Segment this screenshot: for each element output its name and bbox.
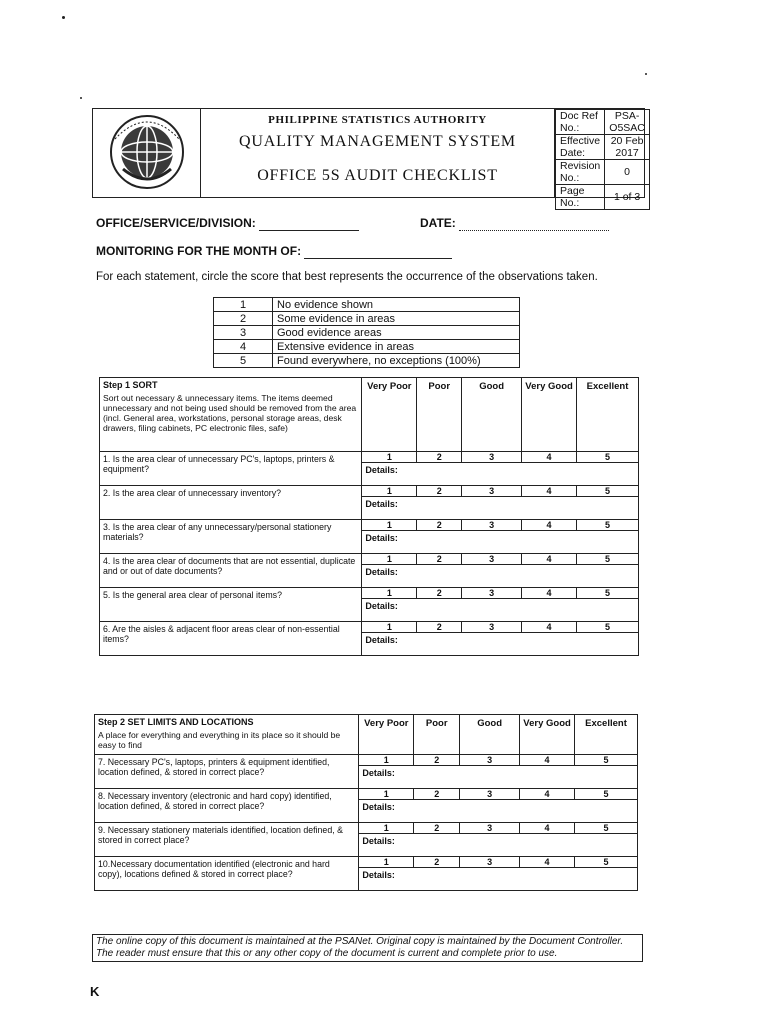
question-row — [95, 857, 638, 868]
legend-row — [214, 326, 520, 340]
score-option[interactable]: 5 — [577, 554, 639, 565]
rating-header: Excellent — [577, 378, 639, 452]
score-option[interactable]: 3 — [460, 823, 520, 834]
score-option[interactable]: 3 — [462, 622, 522, 633]
score-option[interactable]: 1 — [359, 789, 414, 800]
details-field[interactable]: Details: — [359, 868, 638, 891]
meta-value: 20 Feb 2017 — [605, 135, 650, 160]
score-option[interactable]: 1 — [362, 452, 417, 463]
question-row — [95, 823, 638, 834]
office-field — [96, 216, 359, 231]
score-option[interactable]: 1 — [362, 520, 417, 531]
details-field[interactable]: Details: — [359, 766, 638, 789]
rating-header: Good — [460, 715, 520, 755]
rating-header: Very Good — [520, 715, 575, 755]
score-option[interactable]: 2 — [414, 857, 460, 868]
score-option[interactable]: 3 — [462, 452, 522, 463]
step2-table — [94, 714, 638, 891]
meta-value: PSA-O5SAC — [605, 110, 650, 135]
meta-label: Effective Date: — [556, 135, 605, 160]
office-input-line[interactable] — [259, 216, 359, 231]
system-name: QUALITY MANAGEMENT SYSTEM — [239, 133, 516, 150]
step2-description: A place for everything and everything in its place so it should be easy to find — [98, 730, 341, 750]
legend-score: 4 — [214, 340, 273, 354]
date-label: DATE: — [420, 216, 456, 230]
legend-desc: Extensive evidence in areas — [273, 340, 520, 354]
step2-description-cell — [95, 715, 359, 755]
question-text: 3. Is the area clear of any unnecessary/personal stationery materials? — [100, 520, 362, 554]
details-field[interactable]: Details: — [359, 834, 638, 857]
score-option[interactable]: 2 — [417, 554, 462, 565]
details-field[interactable]: Details: — [359, 800, 638, 823]
document-header — [92, 108, 645, 209]
month-input-line[interactable] — [304, 244, 452, 259]
question-row — [100, 520, 639, 531]
score-option[interactable]: 4 — [520, 755, 575, 766]
step1-table — [99, 377, 639, 656]
legend-desc: Found everywhere, no exceptions (100%) — [273, 354, 520, 368]
score-option[interactable]: 3 — [462, 486, 522, 497]
rating-header: Poor — [414, 715, 460, 755]
question-text: 6. Are the aisles & adjacent floor areas clear of non-essential items? — [100, 622, 362, 656]
legend-row — [214, 354, 520, 368]
meta-row — [556, 135, 650, 160]
question-text: 10.Necessary documentation identified (electronic and hard copy), locations defined & stored in correct place? — [95, 857, 359, 891]
score-option[interactable]: 5 — [577, 452, 639, 463]
month-label: MONITORING FOR THE MONTH OF: — [96, 244, 302, 258]
score-option[interactable]: 2 — [417, 588, 462, 599]
score-option[interactable]: 4 — [520, 789, 575, 800]
score-option[interactable]: 3 — [460, 755, 520, 766]
question-row — [95, 755, 638, 766]
rating-header: Excellent — [575, 715, 638, 755]
details-field[interactable]: Details: — [362, 565, 639, 588]
score-option[interactable]: 1 — [362, 554, 417, 565]
score-option[interactable]: 1 — [359, 857, 414, 868]
details-field[interactable]: Details: — [362, 599, 639, 622]
step2-title: Step 2 SET LIMITS AND LOCATIONS — [98, 717, 254, 727]
step1-title: Step 1 SORT — [103, 380, 158, 390]
date-field — [420, 216, 609, 231]
details-field[interactable]: Details: — [362, 531, 639, 554]
question-text: 7. Necessary PC's, laptops, printers & equipment identified, location defined, & stored in correct place? — [95, 755, 359, 789]
score-option[interactable]: 4 — [522, 486, 577, 497]
legend-row — [214, 298, 520, 312]
office-label: OFFICE/SERVICE/DIVISION: — [96, 216, 256, 230]
details-field[interactable]: Details: — [362, 633, 639, 656]
legend-row — [214, 312, 520, 326]
score-option[interactable]: 5 — [575, 857, 638, 868]
score-option[interactable]: 2 — [417, 486, 462, 497]
legend-row — [214, 340, 520, 354]
score-option[interactable]: 2 — [417, 622, 462, 633]
meta-label: Doc Ref No.: — [556, 110, 605, 135]
score-option[interactable]: 4 — [520, 823, 575, 834]
meta-label: Revision No.: — [556, 160, 605, 185]
document-meta-table — [555, 109, 650, 210]
score-option[interactable]: 4 — [522, 554, 577, 565]
question-row — [100, 588, 639, 599]
score-option[interactable]: 2 — [417, 520, 462, 531]
score-option[interactable]: 5 — [575, 823, 638, 834]
score-option[interactable]: 1 — [359, 755, 414, 766]
score-option[interactable]: 3 — [462, 588, 522, 599]
meta-row — [556, 160, 650, 185]
score-option[interactable]: 2 — [417, 452, 462, 463]
score-option[interactable]: 2 — [414, 755, 460, 766]
score-legend — [213, 297, 520, 368]
legend-desc: No evidence shown — [273, 298, 520, 312]
rating-header: Very Poor — [359, 715, 414, 755]
step1-header-row — [100, 378, 639, 452]
rating-header: Good — [462, 378, 522, 452]
score-option[interactable]: 5 — [575, 755, 638, 766]
psa-logo-icon — [93, 109, 199, 195]
score-option[interactable]: 2 — [414, 823, 460, 834]
meta-row — [556, 185, 650, 210]
score-option[interactable]: 4 — [522, 452, 577, 463]
details-field[interactable]: Details: — [362, 497, 639, 520]
rating-header: Poor — [417, 378, 462, 452]
score-option[interactable]: 1 — [359, 823, 414, 834]
scan-speck — [80, 97, 82, 99]
psa-logo-cell — [93, 109, 201, 197]
score-option[interactable]: 5 — [577, 486, 639, 497]
score-option[interactable]: 5 — [577, 520, 639, 531]
score-option[interactable]: 3 — [460, 789, 520, 800]
question-text: 2. Is the area clear of unnecessary inventory? — [100, 486, 362, 520]
question-row — [100, 622, 639, 633]
agency-name: PHILIPPINE STATISTICS AUTHORITY — [268, 114, 487, 126]
score-option[interactable]: 4 — [520, 857, 575, 868]
legend-desc: Good evidence areas — [273, 326, 520, 340]
date-input-line[interactable] — [459, 216, 609, 231]
question-text: 4. Is the area clear of documents that are not essential, duplicate and or out of date documents? — [100, 554, 362, 588]
score-option[interactable]: 2 — [414, 789, 460, 800]
score-option[interactable]: 4 — [522, 622, 577, 633]
score-option[interactable]: 5 — [577, 622, 639, 633]
score-option[interactable]: 5 — [575, 789, 638, 800]
score-option[interactable]: 3 — [460, 857, 520, 868]
question-text: 1. Is the area clear of unnecessary PC's, laptops, printers & equipment? — [100, 452, 362, 486]
footer-note: The online copy of this document is maintained at the PSANet. Original copy is maintained by the Document Controller. The reader must ensure that this or any other copy of the document is current and complete prior to use. — [92, 934, 643, 962]
question-text: 5. Is the general area clear of personal items? — [100, 588, 362, 622]
details-field[interactable]: Details: — [362, 463, 639, 486]
score-option[interactable]: 5 — [577, 588, 639, 599]
score-option[interactable]: 4 — [522, 588, 577, 599]
score-option[interactable]: 1 — [362, 486, 417, 497]
legend-score: 2 — [214, 312, 273, 326]
meta-row — [556, 110, 650, 135]
legend-desc: Some evidence in areas — [273, 312, 520, 326]
score-option[interactable]: 1 — [362, 588, 417, 599]
scan-speck — [645, 73, 647, 75]
rating-header: Very Good — [522, 378, 577, 452]
title-cell — [201, 109, 555, 197]
meta-value: 0 — [605, 160, 650, 185]
step1-description-cell — [100, 378, 362, 452]
page-mark: K — [90, 984, 100, 999]
legend-score: 5 — [214, 354, 273, 368]
rating-header: Very Poor — [362, 378, 417, 452]
legend-score: 3 — [214, 326, 273, 340]
legend-score: 1 — [214, 298, 273, 312]
score-option[interactable]: 4 — [522, 520, 577, 531]
score-option[interactable]: 3 — [462, 554, 522, 565]
scan-speck — [62, 16, 65, 19]
question-row — [95, 789, 638, 800]
step1-description: Sort out necessary & unnecessary items. The items deemed unnecessary and not being used should be removed from the area (incl. General area, workstations, personal storage areas, desk drawers, filing cabinets, PC electronic files, safe) — [103, 393, 357, 433]
question-row — [100, 452, 639, 463]
step2-header-row — [95, 715, 638, 755]
document-title: OFFICE 5S AUDIT CHECKLIST — [257, 167, 498, 184]
month-field — [96, 244, 452, 259]
question-row — [100, 554, 639, 565]
score-option[interactable]: 3 — [462, 520, 522, 531]
meta-value: 1 of 3 — [605, 185, 650, 210]
instruction-text: For each statement, circle the score that best represents the occurrence of the observations taken. — [96, 271, 598, 283]
question-text: 8. Necessary inventory (electronic and hard copy) identified, location defined, & stored in correct place? — [95, 789, 359, 823]
question-row — [100, 486, 639, 497]
meta-label: Page No.: — [556, 185, 605, 210]
score-option[interactable]: 1 — [362, 622, 417, 633]
question-text: 9. Necessary stationery materials identified, location defined, & stored in correct place? — [95, 823, 359, 857]
